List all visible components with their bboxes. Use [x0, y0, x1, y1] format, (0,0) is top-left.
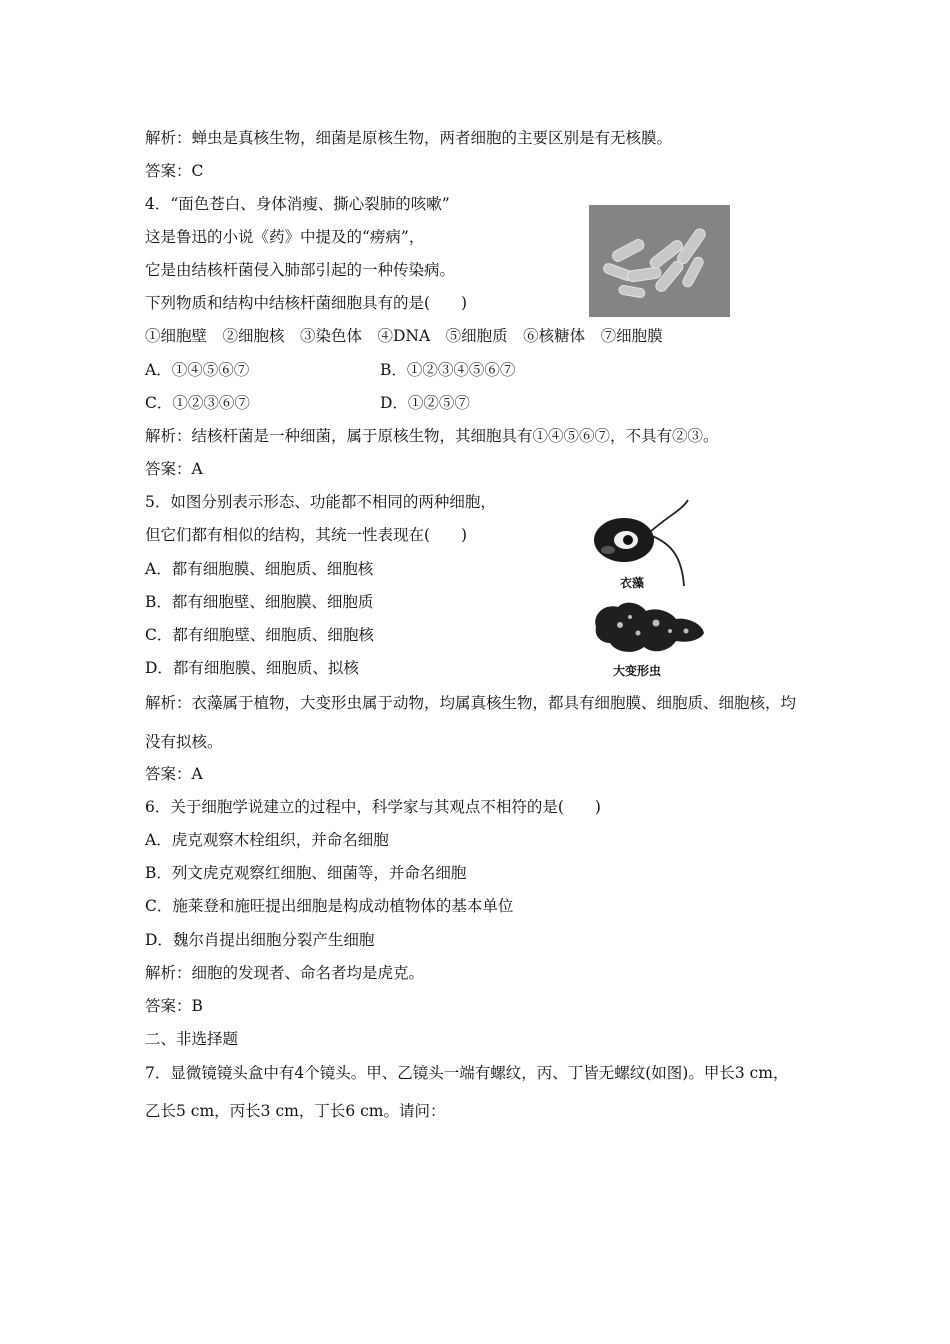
- q6-stem: 6．关于细胞学说建立的过程中，科学家与其观点不相符的是( ): [145, 798, 601, 816]
- q4-answer: 答案：A: [145, 460, 203, 478]
- q6-analysis: 解析：细胞的发现者、命名者均是虎克。: [145, 964, 425, 982]
- q5-option-d: D．都有细胞膜、细胞质、拟核: [145, 659, 359, 677]
- q4-option-a: A．①④⑤⑥⑦: [145, 361, 250, 379]
- q4-stem-line-1: 4．“面色苍白、身体消瘦、撕心裂肺的咳嗽”: [145, 195, 450, 213]
- caption-amoeba: 大变形虫: [613, 664, 662, 678]
- q7-line-1: 7．显微镜镜头盒中有4个镜头。甲、乙镜头一端有螺纹，丙、丁皆无螺纹(如图)。甲长3 cm，: [145, 1064, 789, 1082]
- q5-analysis-line-1: 解析：衣藻属于植物，大变形虫属于动物，均属真核生物，都具有细胞膜、细胞质、细胞核，均: [145, 694, 797, 712]
- q4-stem-line-2: 这是鲁迅的小说《药》中提及的“痨病”，: [145, 228, 425, 246]
- q6-option-c: C．施莱登和施旺提出细胞是构成动植物体的基本单位: [145, 897, 514, 915]
- q4-stem-line-4: 下列物质和结构中结核杆菌细胞具有的是( ): [145, 294, 468, 312]
- q6-answer: 答案：B: [145, 997, 203, 1015]
- q6-option-b: B．列文虎克观察红细胞、细菌等，并命名细胞: [145, 864, 467, 882]
- chlamydomonas-image: [590, 496, 700, 588]
- q4-items: ①细胞壁 ②细胞核 ③染色体 ④DNA ⑤细胞质 ⑥核糖体 ⑦细胞膜: [145, 327, 663, 345]
- caption-chlamydomonas: 衣藻: [620, 576, 645, 590]
- q6-option-d: D．魏尔肖提出细胞分裂产生细胞: [145, 931, 375, 949]
- q7-line-2: 乙长5 cm，丙长3 cm，丁长6 cm。请问：: [145, 1102, 446, 1120]
- q4-option-b: B．①②③④⑤⑥⑦: [380, 361, 516, 379]
- q5-stem-line-2: 但它们都有相似的结构，其统一性表现在( ): [145, 526, 468, 544]
- q5-answer: 答案：A: [145, 765, 203, 783]
- q5-analysis-line-2: 没有拟核。: [145, 733, 223, 751]
- q4-option-d: D．①②⑤⑦: [380, 394, 470, 412]
- q6-option-a: A．虎克观察木栓组织，并命名细胞: [145, 831, 389, 849]
- q4-option-c: C．①②③⑥⑦: [145, 394, 250, 412]
- q5-option-b: B．都有细胞壁、细胞膜、细胞质: [145, 593, 374, 611]
- q3-answer: 答案：C: [145, 162, 204, 180]
- section-heading-non-choice: 二、非选择题: [145, 1030, 239, 1048]
- tuberculosis-bacteria-image: [589, 205, 730, 317]
- q4-stem-line-3: 它是由结核杆菌侵入肺部引起的一种传染病。: [145, 261, 456, 279]
- amoeba-image: [590, 597, 710, 659]
- q5-option-a: A．都有细胞膜、细胞质、细胞核: [145, 560, 374, 578]
- q5-option-c: C．都有细胞壁、细胞质、细胞核: [145, 626, 374, 644]
- q3-analysis: 解析：蝉虫是真核生物，细菌是原核生物，两者细胞的主要区别是有无核膜。: [145, 129, 673, 147]
- q5-stem-line-1: 5．如图分别表示形态、功能都不相同的两种细胞，: [145, 493, 496, 511]
- q4-analysis: 解析：结核杆菌是一种细菌，属于原核生物，其细胞具有①④⑤⑥⑦，不具有②③。: [145, 427, 719, 445]
